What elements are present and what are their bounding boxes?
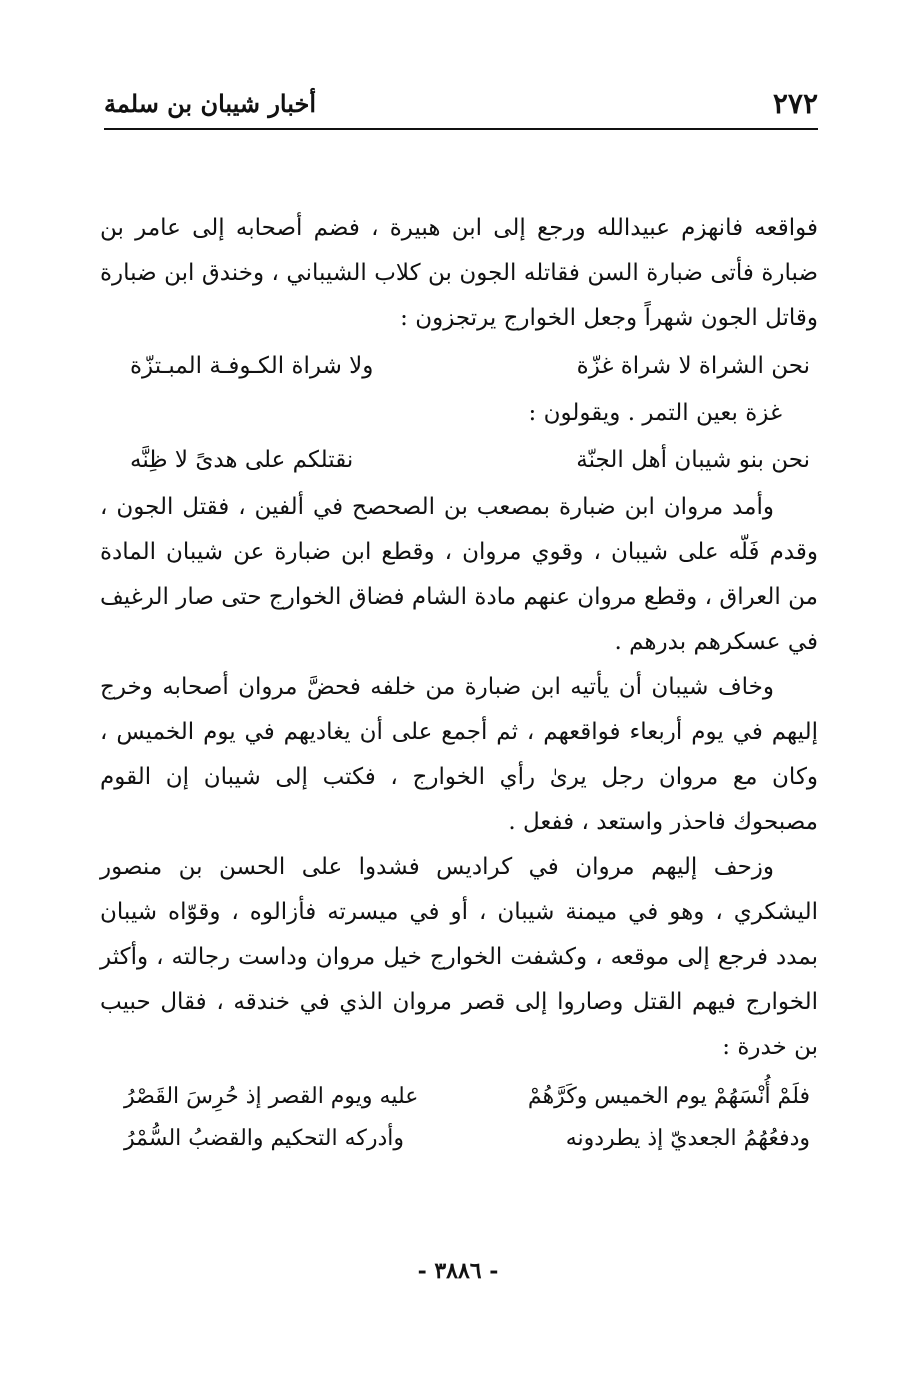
poem-second-hemistich: عليه ويوم القصر إذ حُرِسَ القَصْرُ [124,1084,419,1109]
poem-line-2 [124,1118,810,1160]
paragraph-3: وخاف شيبان أن يأتيه ابن ضبارة من خلفه فحضَّ مروان أصحابه وخرج إليهم في يوم أربعاء فواقعهم ، ثم أجمع على أن يغاديهم في يوم الخميس ، وكان مع مروان رجل يرىٰ رأي الخوارج ، فكتب إلى شيبان إن القوم مصبحوك فاحذر واستعد ، ففعل . [100,674,818,835]
verse-line-1 [130,341,810,391]
verse-second-hemistich: نقتلكم على هدىً لا ظِنَّه [130,447,354,473]
verse-first-hemistich: نحن بنو شيبان أهل الجنّة [576,447,810,473]
poem-first-hemistich: فلَمْ أُنْسَهُمْ يوم الخميس وكَرَّهُمْ [527,1084,810,1109]
verse-second-hemistich: ولا شراة الكـوفـة المبـتزّة [130,353,374,379]
verse-line-2 [130,435,810,485]
poem-block [124,1076,810,1160]
page-body [100,206,818,1160]
header-rule [104,128,818,130]
poem-second-hemistich: وأدركه التحكيم والقضبُ السُّمْرُ [124,1126,405,1151]
page-number-top: ٢٧٢ [772,87,818,120]
paragraph-4: وزحف إليهم مروان في كراديس فشدوا على الحسن بن منصور اليشكري ، وهو في ميمنة شيبان ، أو في ميسرته فأزالوه ، وقوّاه شيبان بمدد فرجع إلى موقعه ، وكشفت الخوارج خيل مروان وداست رجالته ، وأكثر الخوارج فيهم القتل وصاروا إلى قصر مروان الذي في خندقه ، فقال حبيب بن خدرة : [100,854,818,1060]
footer-page-number: - ٣٨٨٦ - [417,1258,499,1284]
verse-first-hemistich: نحن الشراة لا شراة غزّة [576,353,810,379]
paragraph-2: وأمد مروان ابن ضبارة بمصعب بن الصحصح في ألفين ، فقتل الجون ، وقدم فَلّه على شيبان ، وقوي مروان ، وقطع ابن ضبارة عن شيبان المادة من العراق ، وقطع مروان عنهم مادة الشام فضاق الخوارج حتى صار الرغيف في عسكرهم بدرهم . [100,494,818,655]
verse-caption: غزة بعين التمر . ويقولون : [528,400,782,426]
poem-line-1 [124,1076,810,1118]
running-head [104,86,818,126]
poem-first-hemistich: ودفعُهُمُ الجعديّ إذ يطردونه [565,1126,810,1151]
running-title: أخبار شيبان بن سلمة [104,89,316,118]
paragraph-1: فواقعه فانهزم عبيدالله ورجع إلى ابن هبيرة ، فضم أصحابه إلى عامر بن ضبارة فأتى ضبارة السن فقاتله الجون بن كلاب الشيباني ، وخندق ابن ضبارة وقاتل الجون شهراً وجعل الخوارج يرتجزون : [100,215,818,331]
